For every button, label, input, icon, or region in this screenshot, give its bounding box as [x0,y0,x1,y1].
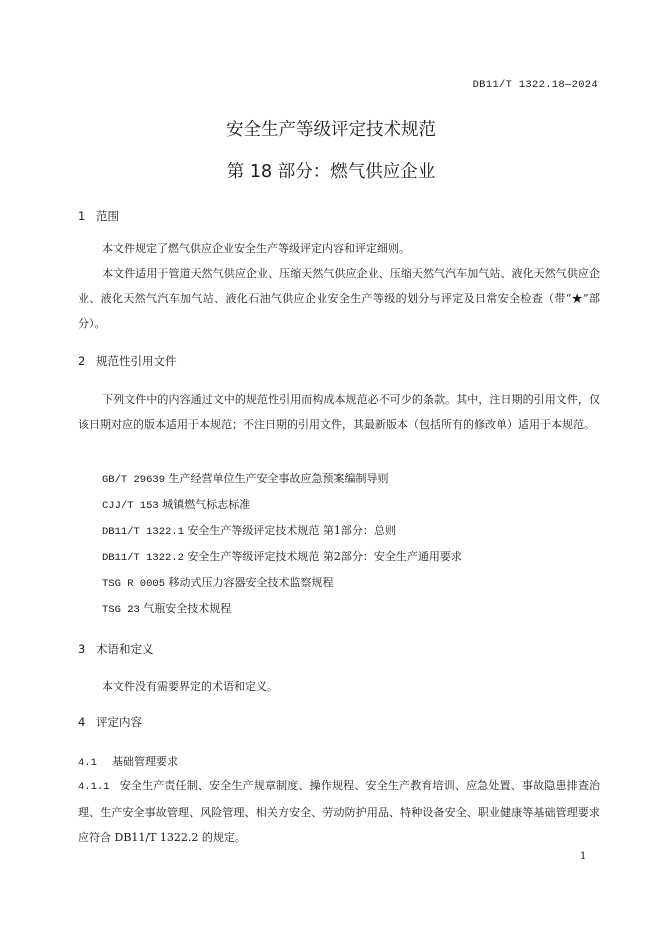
section-number: 2 [78,354,86,368]
reference-code: TSG R 0005 [102,578,166,590]
paragraph-text: 本文件适用于管道天然气供应企业、压缩天然气供应企业、压缩天然气汽车加气站、液化天然气供应企业、液化天然气汽车加气站、液化石油气供应企业安全生产等级的划分与评定及日常安全检查（带“★”部分）。 [78,267,600,330]
reference-item [102,600,231,616]
reference-title: 安全生产等级评定技术规范 第1部分：总则 [187,524,396,537]
section-title: 术语和定义 [96,642,154,656]
section-number: 1 [78,209,86,223]
terms-paragraph [78,674,600,699]
scope-paragraph-1 [78,236,600,261]
section-title: 规范性引用文件 [96,354,177,368]
paragraph-text: 本文件规定了燃气供应企业安全生产等级评定内容和评定细则。 [102,242,410,255]
reference-item [102,548,462,564]
reference-title: 气瓶安全技术规程 [143,602,232,615]
section-heading-scope [78,208,119,224]
reference-title: 生产经营单位生产安全事故应急预案编制导则 [168,472,389,485]
reference-item [102,522,396,538]
paragraph-text: 本文件没有需要界定的术语和定义。 [102,680,278,693]
section-title: 评定内容 [96,715,142,729]
reference-code: CJJ/T 153 [102,500,159,512]
section-title: 范围 [96,209,119,223]
reference-code: DB11/T 1322.1 [102,526,184,538]
paragraph-text: 下列文件中的内容通过文中的规范性引用而构成本规范必不可少的条款。其中，注日期的引用文件，仅该日期对应的版本适用于本规范；不注日期的引用文件，其最新版本（包括所有的修改单）适用于本规范。 [78,393,600,431]
page-number: 1 [580,851,587,862]
document-subtitle: 第 18 部分：燃气供应企业 [226,162,436,182]
subsection-number: 4.1 [78,757,97,769]
reference-code: TSG 23 [102,604,140,616]
reference-title: 城镇燃气标志标准 [162,498,251,511]
references-intro-paragraph [78,387,600,437]
clause-number: 4.1.1 [78,781,110,793]
reference-code: GB/T 29639 [102,474,166,486]
section-heading-normative-references [78,353,177,369]
reference-item [102,470,389,486]
section-number: 4 [78,715,86,729]
section-heading-evaluation [78,714,142,730]
document-code: DB11/T 1322.18—2024 [472,79,598,91]
subsection-heading [78,753,178,769]
reference-title: 移动式压力容器安全技术监察规程 [168,576,334,589]
clause-text: 安全生产责任制、安全生产规章制度、操作规程、安全生产教育培训、应急处置、事故隐患排查治理、生产安全事故管理、风险管理、相关方安全、劳动防护用品、特种设备安全、职业健康等基础管理要求应符合 DB11/T 1322.2 的规定。 [78,779,600,844]
clause-4-1-1 [78,773,600,850]
section-number: 3 [78,642,86,656]
document-title: 安全生产等级评定技术规范 [226,120,436,140]
reference-code: DB11/T 1322.2 [102,552,184,564]
section-heading-terms [78,641,154,657]
reference-title: 安全生产等级评定技术规范 第2部分：安全生产通用要求 [187,550,462,563]
reference-item [102,574,334,590]
scope-paragraph-2 [78,261,600,336]
subsection-title: 基础管理要求 [112,755,178,768]
reference-item [102,496,250,512]
